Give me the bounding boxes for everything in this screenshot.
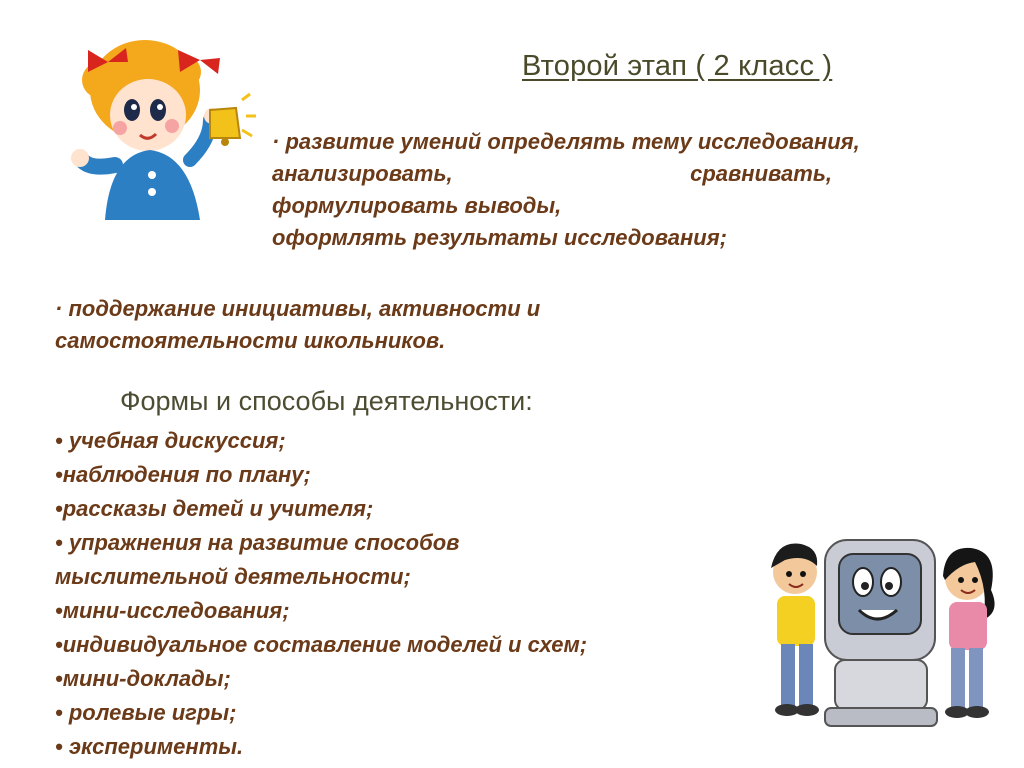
initiative-line-2: самостоятельности школьников. — [55, 328, 446, 353]
skills-line-2-right: сравнивать, — [690, 161, 832, 186]
list-item: •наблюдения по плану; — [55, 462, 311, 487]
girl-with-bell-illustration — [60, 20, 260, 220]
initiative-paragraph — [55, 293, 540, 357]
list-item: •мини-доклады; — [55, 666, 231, 691]
list-item: •индивидуальное составление моделей и схем; — [55, 632, 588, 657]
skills-paragraph — [272, 126, 860, 254]
skills-line-1: · развитие умений определять тему исследования, — [272, 129, 860, 154]
forms-list — [55, 424, 587, 764]
skills-line-4: оформлять результаты исследования; — [272, 225, 727, 250]
list-item: • эксперименты. — [55, 734, 244, 759]
slide-title: Второй этап ( 2 класс ) — [522, 50, 833, 82]
list-item: •рассказы детей и учителя; — [55, 496, 374, 521]
forms-heading: Формы и способы деятельности: — [120, 386, 533, 416]
list-item: • ролевые игры; — [55, 700, 237, 725]
kids-with-computer-illustration — [755, 520, 1005, 735]
skills-line-3: формулировать выводы, — [272, 193, 562, 218]
list-item: мыслительной деятельности; — [55, 564, 411, 589]
skills-line-2-left: анализировать, — [272, 161, 453, 186]
list-item: •мини-исследования; — [55, 598, 290, 623]
initiative-line-1: · поддержание инициативы, активности и — [55, 296, 541, 321]
list-item: • учебная дискуссия; — [55, 428, 286, 453]
list-item: • упражнения на развитие способов — [55, 530, 460, 555]
skills-line-2 — [272, 158, 832, 190]
